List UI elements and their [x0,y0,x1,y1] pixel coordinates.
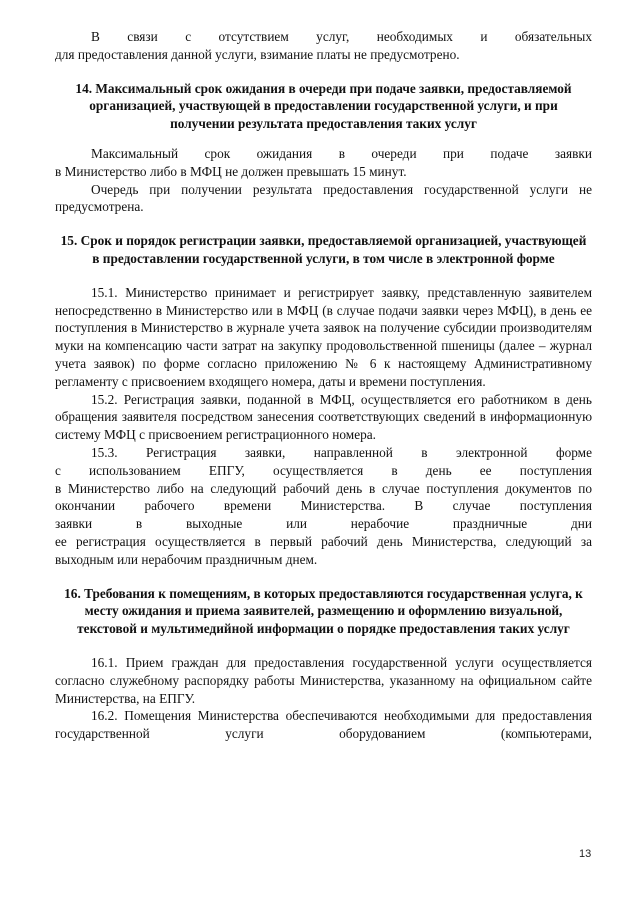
section-14-para-2: Очередь при получении результата предоставления государственной услуги не предусмотрена. [55,181,592,215]
section-14-heading: 14. Максимальный срок ожидания в очереди при подаче заявки, предоставляемой организацией, участвующей в предоставлении государственной услуги, и при получении результата предоставления таких услуг [75,80,572,132]
section-16-para-1: 16.1. Прием граждан для предоставления государственной услуги осуществляется согласно служебному распорядку работы Министерства, указанному на официальном сайте Министерства, на ЕПГУ. [55,654,592,706]
document-page [55,28,592,743]
section-15-para-3-line-1: 15.3. Регистрация заявки, направленной в электронной форме [91,444,592,460]
page-number: 13 [579,848,592,860]
section-16-heading: 16. Требования к помещениям, в которых предоставляются государственная услуга, к месту ожидания и приема заявителей, размещению и оформлению визуальной, текстовой и мультимедийной информации о порядке предоставления таких услуг [64,585,583,637]
section-15-para-2: 15.2. Регистрация заявки, поданной в МФЦ, осуществляется его работником в день обращения заявителя посредством занесения соответствующих сведений в информационную систему МФЦ с присвоением регистрационного номера. [55,391,592,443]
section-15-heading: 15. Срок и порядок регистрации заявки, предоставляемой организацией, участвующей в предоставлении государственной услуги, в том числе в электронной форме [60,233,587,266]
section-14-para-1-line-2: в Министерство либо в МФЦ не должен превышать 15 минут. [55,163,407,179]
section-15-para-3-line-2: с использованием ЕПГУ, осуществляется в день ее поступления [55,462,592,478]
section-15-para-1: 15.1. Министерство принимает и регистрирует заявку, представленную заявителем непосредственно в Министерство или в МФЦ (в случае подачи заявки через МФЦ), в день ее поступления в Министерство в журнале учета заявок на получение субсидии производителям муки на компенсацию части затрат на закупку продовольственной пшеницы (далее – журнал учета заявок) по форме согласно приложению № 6 к настоящему Административному регламенту с присвоением входящего номера, даты и времени поступления. [55,284,592,389]
section-14-para-1-line-1: Максимальный срок ожидания в очереди при подаче заявки [91,145,592,161]
section-16-para-2: 16.2. Помещения Министерства обеспечиваются необходимыми для предоставления государственной услуги оборудованием (компьютерами, [55,708,592,742]
section-15-para-3-end: ее регистрация осуществляется в первый рабочий день Министерства, следующий за выходным или нерабочим праздничным днем. [55,533,592,567]
section-15-para-3-sparse-line: заявки в выходные или нерабочие праздничные дни [55,516,592,532]
intro-line-2: для предоставления данной услуги, взимание платы не предусмотрено. [55,46,460,62]
intro-line-1: В связи с отсутствием услуг, необходимых и обязательных [91,29,592,44]
section-15-para-3-continued: в Министерство либо на следующий рабочий день в случае поступления документов по окончании рабочего времени Министерства. В случае поступления [55,480,592,514]
